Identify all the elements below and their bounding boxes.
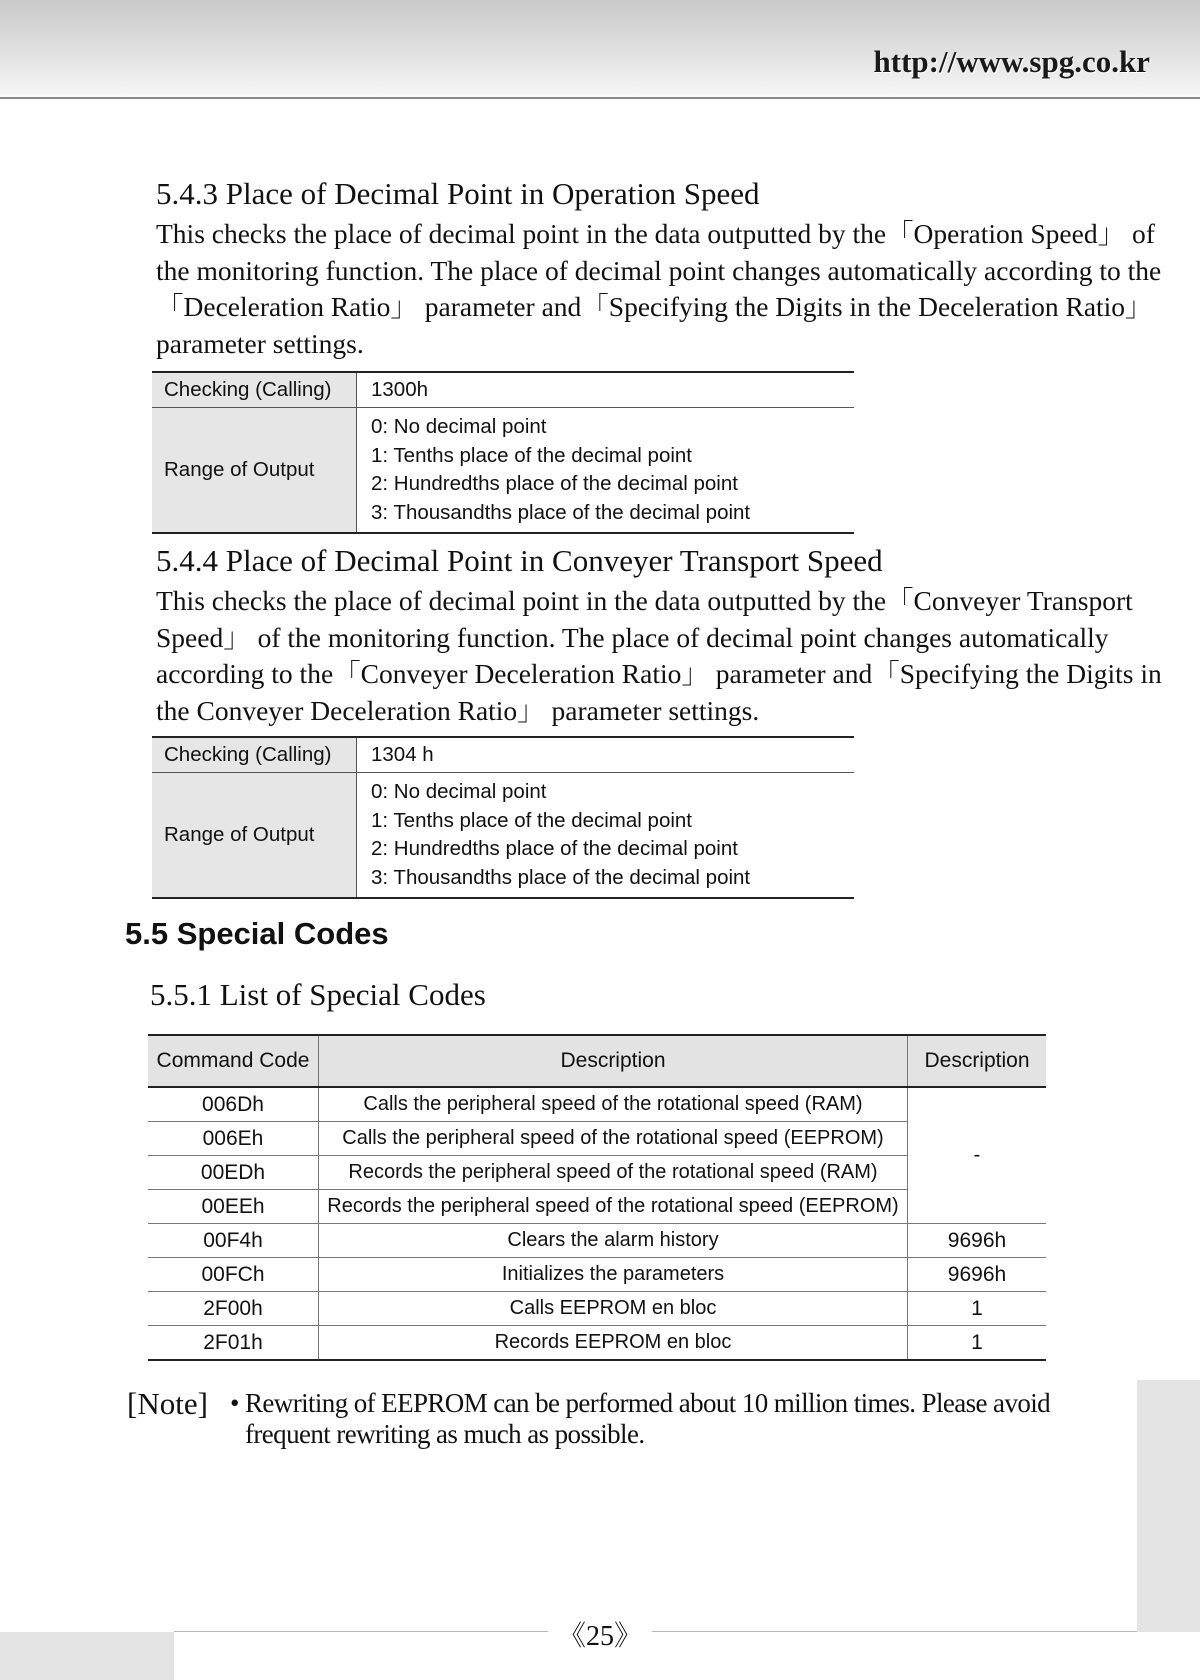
range-values [357,408,855,534]
checking-label: Checking (Calling) [152,737,357,773]
checking-value: 1304 h [357,737,855,773]
page-number-wrap [0,1614,1200,1654]
range-values [357,773,855,899]
range-value: 1: Tenths place of the decimal point [371,808,692,832]
checking-value: 1300h [357,372,855,408]
body-line: parameter settings. [156,327,364,359]
note-text: • Rewriting of EEPROM can be performed about 10 million times. Please avoid frequent rewriting as much as possible. [230,1388,1051,1449]
table-row [148,1258,1046,1292]
section-title-5-4-3: 5.4.3 Place of Decimal Point in Operation Speed [156,176,760,211]
column-header: Description [319,1035,908,1087]
table-row [148,1326,1046,1361]
command-description: Calls EEPROM en bloc [319,1292,908,1326]
body-line: according to the「Conveyer Deceleration Ratio」 parameter and「Specifying the Digits in [156,658,1162,689]
range-value: 2: Hundredths place of the decimal point [371,837,738,860]
table-row [148,1292,1046,1326]
column-header: Description [908,1035,1047,1087]
command-code: 006Eh [148,1122,319,1156]
command-description: Records the peripheral speed of the rotational speed (EEPROM) [319,1190,908,1224]
table-row [148,1224,1046,1258]
range-label: Range of Output [152,408,357,534]
range-value: 1: Tenths place of the decimal point [371,443,692,467]
body-line: the Conveyer Deceleration Ratio」 parameter settings. [156,694,760,726]
command-description: Records EEPROM en bloc [319,1326,908,1361]
table-row [148,1087,1046,1122]
parameter-table-5-4-4 [152,736,854,899]
range-value: 2: Hundredths place of the decimal point [371,472,738,495]
command-code: 006Dh [148,1087,319,1122]
body-line: 「Deceleration Ratio」 parameter and「Specifying the Digits in the Deceleration Ratio」 [156,291,1153,322]
command-code: 2F01h [148,1326,319,1361]
command-value: 9696h [908,1258,1047,1292]
section-title-5-4-4: 5.4.4 Place of Decimal Point in Conveyer Transport Speed [156,543,883,578]
command-value: 1 [908,1292,1047,1326]
column-header: Command Code [148,1035,319,1087]
command-description: Calls the peripheral speed of the rotational speed (EEPROM) [319,1122,908,1156]
checking-label: Checking (Calling) [152,372,357,408]
special-codes-table [148,1034,1046,1361]
body-line: Speed」 of the monitoring function. The place of decimal point changes automatically [156,621,1109,653]
body-line: This checks the place of decimal point in the data outputted by the「Operation Speed」 of [156,218,1155,249]
note-label: [Note] [127,1386,208,1421]
range-value: 0: No decimal point [371,780,547,803]
command-description: Initializes the parameters [319,1258,908,1292]
command-value: 1 [908,1326,1047,1361]
command-value: 9696h [908,1224,1047,1258]
body-line: This checks the place of decimal point in the data outputted by the「Conveyer Transport [156,585,1133,616]
command-code: 00EEh [148,1190,319,1224]
command-description: Calls the peripheral speed of the rotational speed (RAM) [319,1087,908,1122]
command-code: 00EDh [148,1156,319,1190]
site-url: http://www.spg.co.kr [873,44,1150,79]
command-code: 00F4h [148,1224,319,1258]
section-body-5-4-3 [156,216,1161,362]
range-value: 3: Thousandths place of the decimal point [371,500,751,524]
parameter-table-5-4-3 [152,371,854,534]
section-body-5-4-4 [156,583,1162,729]
command-code: 2F00h [148,1292,319,1326]
page-number: 《25》 [548,1621,652,1652]
range-value: 0: No decimal point [371,415,547,438]
side-tab [1137,1380,1200,1632]
section-title-5-5-1: 5.5.1 List of Special Codes [150,977,486,1012]
merged-value-cell: - [908,1087,1047,1224]
range-label: Range of Output [152,773,357,899]
range-value: 3: Thousandths place of the decimal point [371,865,751,889]
header-rule [0,97,1200,99]
command-description: Records the peripheral speed of the rotational speed (RAM) [319,1156,908,1190]
body-line: the monitoring function. The place of decimal point changes automatically according to the [156,254,1162,286]
section-title-5-5: 5.5 Special Codes [125,916,389,951]
command-code: 00FCh [148,1258,319,1292]
command-description: Clears the alarm history [319,1224,908,1258]
